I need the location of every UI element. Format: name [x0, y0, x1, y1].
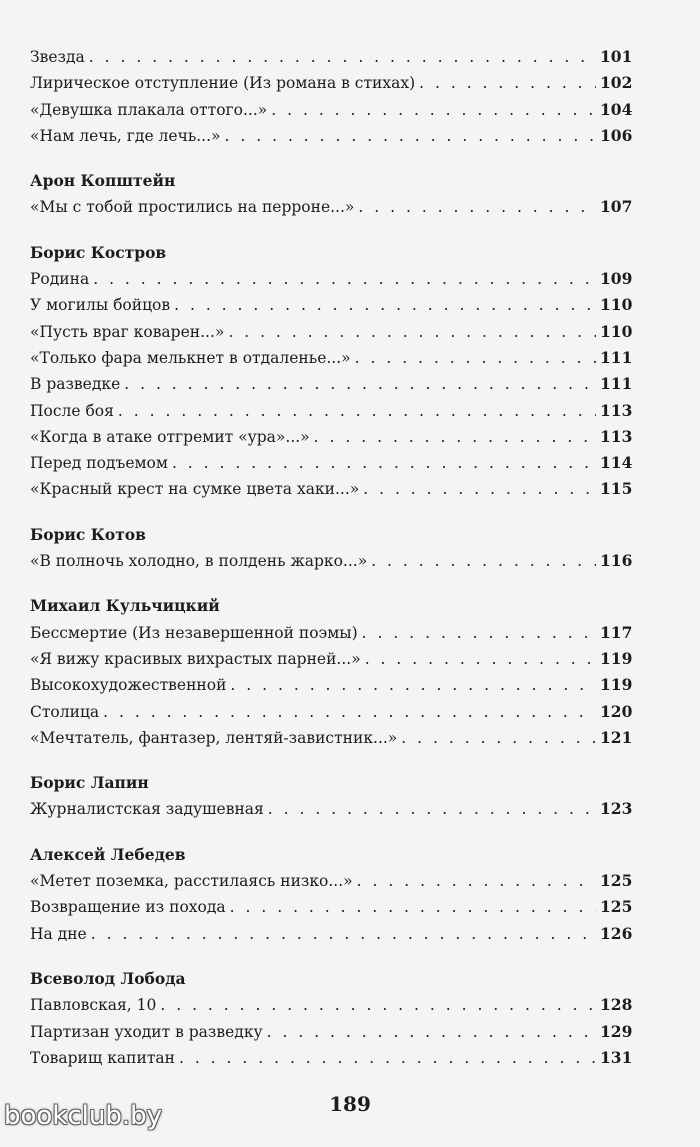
- toc-entry-title: «Только фара мелькнет в отдаленье...»: [30, 348, 351, 367]
- toc-entry: [30, 921, 632, 947]
- leader-dots: [363, 476, 596, 502]
- toc-entry-page: 101: [600, 47, 633, 66]
- toc-entry: [30, 97, 632, 123]
- leader-dots: [268, 796, 596, 822]
- leader-dots: [401, 725, 596, 751]
- leader-dots: [419, 70, 596, 96]
- toc-entry-title: Партизан уходит в разведку: [30, 1022, 263, 1041]
- toc-entry-title: Лирическое отступление (Из романа в стихах): [30, 74, 416, 93]
- toc-entry: [30, 319, 632, 345]
- toc-entry: [30, 292, 632, 318]
- toc-entry-title: Бессмертие (Из незавершенной поэмы): [30, 623, 358, 642]
- toc-entry: [30, 345, 632, 371]
- toc-entry-title: «Красный крест на сумке цвета хаки...»: [30, 480, 360, 499]
- toc-entry-title: «Пусть враг коварен...»: [30, 322, 225, 341]
- toc-entry-page: 131: [600, 1047, 633, 1067]
- author-heading: Борис Лапин: [30, 773, 149, 793]
- leader-dots: [355, 345, 596, 371]
- leader-dots: [93, 266, 596, 292]
- toc-section: [30, 593, 632, 751]
- toc-entry: [30, 123, 632, 149]
- toc-section: [30, 168, 632, 221]
- toc-entry-title: «Мечтатель, фантазер, лентяй-завистник...»: [30, 728, 398, 747]
- toc-entry-title: Столица: [30, 702, 100, 721]
- leader-dots: [103, 699, 596, 725]
- leader-dots: [118, 398, 596, 424]
- toc-entry-page: 115: [600, 479, 633, 499]
- leader-dots: [357, 868, 596, 894]
- leader-dots: [124, 371, 596, 397]
- toc-entry: [30, 1045, 632, 1071]
- toc-entry-page: 120: [600, 701, 633, 721]
- toc-entry-page: 109: [600, 269, 633, 289]
- toc-section: [30, 44, 632, 149]
- toc-entry-page: 126: [600, 923, 633, 943]
- toc-entry: [30, 672, 632, 698]
- toc-entry-title: В разведке: [30, 375, 121, 394]
- leader-dots: [371, 548, 596, 574]
- toc-entry: [30, 194, 632, 220]
- toc-entry-title: У могилы бойцов: [30, 296, 171, 315]
- toc-entry: [30, 476, 632, 502]
- leader-dots: [314, 424, 596, 450]
- toc-entry-page: 116: [600, 551, 633, 571]
- toc-entry: [30, 44, 632, 70]
- leader-dots: [271, 97, 596, 123]
- toc-entry: [30, 398, 632, 424]
- toc-entry: [30, 1019, 632, 1045]
- toc-section: [30, 966, 632, 1071]
- leader-dots: [362, 620, 596, 646]
- toc-entry: [30, 992, 632, 1018]
- watermark: bookclub.by: [4, 1101, 163, 1131]
- toc-entry-title: «Когда в атаке отгремит «ура»...»: [30, 427, 310, 446]
- leader-dots: [179, 1045, 596, 1071]
- toc-entry-page: 119: [600, 648, 633, 668]
- toc-entry-page: 123: [600, 799, 633, 819]
- toc-entry-page: 104: [600, 99, 633, 119]
- toc-entry-title: Перед подъемом: [30, 454, 168, 473]
- toc-entry-page: 114: [600, 453, 633, 473]
- leader-dots: [91, 921, 596, 947]
- toc-section: [30, 522, 632, 575]
- toc-entry: [30, 548, 632, 574]
- author-heading: Борис Котов: [30, 524, 146, 544]
- toc-entry-title: Павловская, 10: [30, 996, 157, 1015]
- toc-entry-title: «Мы с тобой простились на перроне...»: [30, 198, 355, 217]
- leader-dots: [267, 1019, 596, 1045]
- author-heading: Алексей Лебедев: [30, 844, 186, 864]
- leader-dots: [160, 992, 596, 1018]
- leader-dots: [89, 44, 596, 70]
- toc-entry-page: 121: [600, 727, 633, 747]
- toc-entry-page: 113: [600, 426, 633, 446]
- author-heading: Борис Костров: [30, 242, 167, 262]
- leader-dots: [225, 123, 596, 149]
- leader-dots: [230, 672, 596, 698]
- toc-entry: [30, 796, 632, 822]
- toc-entry: [30, 266, 632, 292]
- toc-entry: [30, 894, 632, 920]
- leader-dots: [172, 450, 596, 476]
- toc-entry-page: 110: [600, 295, 633, 315]
- toc-entry-title: Возвращение из похода: [30, 898, 226, 917]
- toc-entry-title: Звезда: [30, 48, 85, 66]
- toc-entry-page: 128: [600, 995, 633, 1015]
- toc-entry: [30, 646, 632, 672]
- toc-entry: [30, 725, 632, 751]
- toc-entry-page: 102: [600, 73, 633, 93]
- toc-entry: [30, 70, 632, 96]
- author-heading: Всеволод Лобода: [30, 968, 186, 988]
- toc-entry-page: 107: [600, 197, 633, 217]
- toc-entry-page: 125: [600, 871, 633, 891]
- leader-dots: [365, 646, 596, 672]
- toc-entry-title: Журналистская задушевная: [30, 800, 264, 819]
- toc-entry-page: 111: [600, 347, 633, 367]
- toc-entry-page: 117: [600, 622, 633, 642]
- toc-entry-page: 129: [600, 1021, 633, 1041]
- toc-entry-title: «В полночь холодно, в полдень жарко...»: [30, 552, 368, 571]
- leader-dots: [228, 319, 596, 345]
- toc-entry-title: Родина: [30, 270, 90, 289]
- toc-entry-title: После боя: [30, 401, 114, 420]
- toc-entry-page: 111: [600, 374, 633, 394]
- toc-section: [30, 842, 632, 947]
- toc-entry-title: Высокохудожественной: [30, 676, 227, 695]
- toc-entry: [30, 699, 632, 725]
- author-heading: Михаил Кульчицкий: [30, 596, 220, 616]
- toc-entry-title: На дне: [30, 924, 87, 943]
- toc-entry: [30, 450, 632, 476]
- toc-entry: [30, 424, 632, 450]
- toc-entry: [30, 868, 632, 894]
- toc-section: [30, 770, 632, 823]
- leader-dots: [358, 194, 596, 220]
- toc-entry-title: Товарищ капитан: [30, 1048, 175, 1067]
- toc-entry-page: 119: [600, 675, 633, 695]
- toc-entry-page: 113: [600, 400, 633, 420]
- leader-dots: [174, 292, 596, 318]
- author-heading: Арон Копштейн: [30, 171, 176, 191]
- toc-entry-page: 125: [600, 897, 633, 917]
- toc-entry-title: «Я вижу красивых вихрастых парней...»: [30, 649, 361, 668]
- toc-entry-title: «Метет поземка, расстилаясь низко...»: [30, 872, 353, 891]
- toc-entry-page: 106: [600, 125, 633, 145]
- toc-entry: [30, 371, 632, 397]
- leader-dots: [230, 894, 596, 920]
- toc-entry: [30, 620, 632, 646]
- toc-entry-title: «Девушка плакала оттого...»: [30, 100, 268, 119]
- page-number: 189: [329, 1092, 371, 1116]
- table-of-contents: [30, 44, 632, 1071]
- toc-entry-page: 110: [600, 321, 633, 341]
- toc-entry-title: «Нам лечь, где лечь...»: [30, 126, 221, 145]
- toc-section: [30, 240, 632, 503]
